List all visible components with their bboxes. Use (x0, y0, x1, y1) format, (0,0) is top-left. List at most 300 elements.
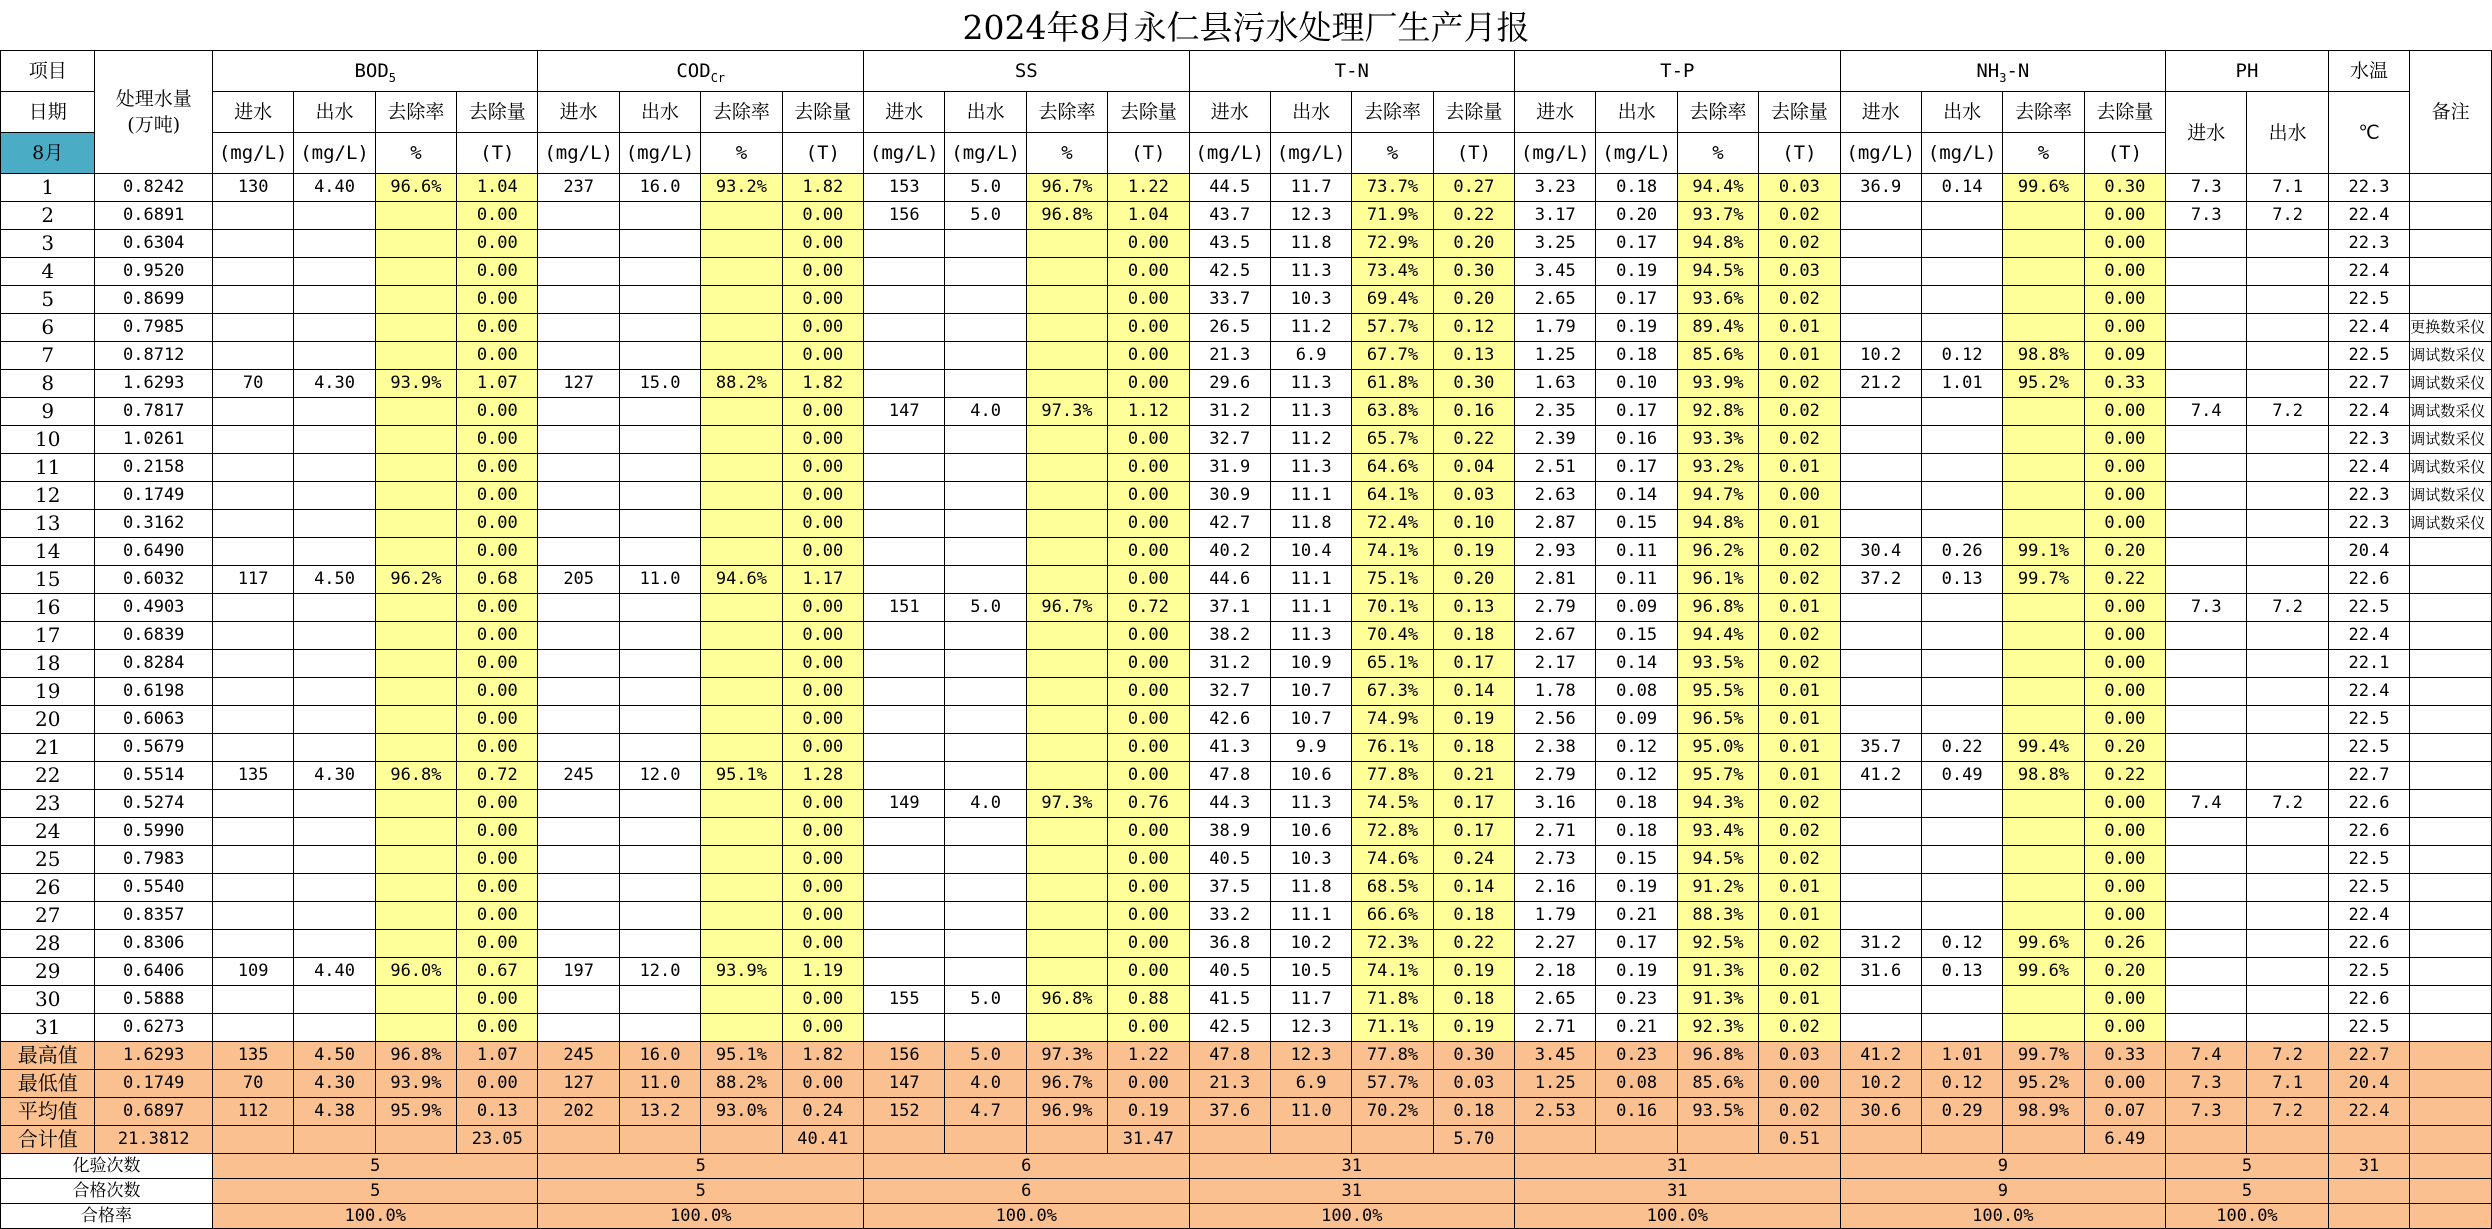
day-cell: 1 (1, 174, 95, 202)
value-cell: 0.22 (2084, 566, 2165, 594)
value-cell (2166, 846, 2247, 874)
stats-cell: 1.07 (457, 1042, 538, 1070)
value-cell: 0.2158 (95, 454, 213, 482)
header-row-columns (1, 92, 2492, 133)
header-col: 去除率 (1352, 92, 1433, 133)
value-cell: 0.17 (1433, 650, 1514, 678)
value-cell (538, 426, 619, 454)
value-cell (864, 846, 945, 874)
value-cell (945, 314, 1026, 342)
stats-cell (1596, 1126, 1677, 1154)
stats-label: 最高值 (1, 1042, 95, 1070)
value-cell: 94.5% (1677, 846, 1758, 874)
value-cell: 0.00 (2084, 818, 2165, 846)
value-cell (1026, 930, 1107, 958)
value-cell (2166, 538, 2247, 566)
value-cell: 153 (864, 174, 945, 202)
value-cell (619, 706, 700, 734)
value-cell: 0.7985 (95, 314, 213, 342)
value-cell: 0.00 (1108, 482, 1189, 510)
stats-cell (538, 1126, 619, 1154)
value-cell (619, 650, 700, 678)
remark-cell (2410, 1014, 2492, 1042)
value-cell: 11.3 (1270, 258, 1351, 286)
stats-cell: 96.8% (375, 1042, 456, 1070)
value-cell (864, 930, 945, 958)
totals-cell: 31 (1515, 1154, 1841, 1179)
table-row (1, 902, 2492, 930)
day-cell: 5 (1, 286, 95, 314)
value-cell: 70.1% (1352, 594, 1433, 622)
value-cell: 42.6 (1189, 706, 1270, 734)
table-row (1, 650, 2492, 678)
day-cell: 4 (1, 258, 95, 286)
value-cell (538, 650, 619, 678)
totals-label: 合格率 (1, 1204, 213, 1229)
value-cell: 0.00 (782, 398, 863, 426)
value-cell: 0.00 (782, 258, 863, 286)
totals-cell: 100.0% (2166, 1204, 2329, 1229)
value-cell: 96.8% (375, 762, 456, 790)
stats-cell: 95.1% (701, 1042, 782, 1070)
table-row (1, 622, 2492, 650)
value-cell: 22.4 (2328, 454, 2409, 482)
value-cell: 93.9% (701, 958, 782, 986)
value-cell: 11.0 (619, 566, 700, 594)
totals-cell: 5 (212, 1154, 538, 1179)
value-cell: 47.8 (1189, 762, 1270, 790)
value-cell (701, 426, 782, 454)
value-cell: 0.10 (1433, 510, 1514, 538)
stats-cell: 97.3% (1026, 1042, 1107, 1070)
value-cell: 0.5274 (95, 790, 213, 818)
header-col: 出水 (1921, 92, 2002, 133)
remark-cell: 调试数采仪 (2410, 510, 2492, 538)
value-cell: 0.00 (2084, 314, 2165, 342)
value-cell: 0.00 (457, 454, 538, 482)
value-cell: 4.0 (945, 790, 1026, 818)
header-group-1 (538, 51, 864, 92)
value-cell: 0.00 (1108, 314, 1189, 342)
stats-cell: 0.19 (1108, 1098, 1189, 1126)
value-cell (538, 846, 619, 874)
value-cell: 0.00 (782, 482, 863, 510)
value-cell (619, 846, 700, 874)
value-cell: 0.02 (1759, 370, 1840, 398)
value-cell: 10.6 (1270, 762, 1351, 790)
value-cell (375, 846, 456, 874)
value-cell: 1.25 (1515, 342, 1596, 370)
value-cell: 7.2 (2247, 594, 2328, 622)
stats-cell (619, 1126, 700, 1154)
day-cell: 19 (1, 678, 95, 706)
value-cell: 0.8699 (95, 286, 213, 314)
value-cell (701, 790, 782, 818)
value-cell (1921, 510, 2002, 538)
value-cell (2166, 762, 2247, 790)
value-cell (2166, 426, 2247, 454)
header-unit: (T) (1759, 133, 1840, 174)
value-cell (1840, 230, 1921, 258)
value-cell: 0.00 (782, 594, 863, 622)
value-cell: 0.6490 (95, 538, 213, 566)
value-cell: 0.13 (1921, 958, 2002, 986)
value-cell: 0.00 (457, 874, 538, 902)
stats-cell (2410, 1070, 2492, 1098)
value-cell: 0.00 (782, 342, 863, 370)
value-cell: 10.2 (1840, 342, 1921, 370)
value-cell: 1.04 (1108, 202, 1189, 230)
value-cell: 0.02 (1759, 1014, 1840, 1042)
totals-remark (2410, 1204, 2492, 1229)
value-cell: 0.00 (782, 314, 863, 342)
stats-cell: 4.7 (945, 1098, 1026, 1126)
value-cell: 11.3 (1270, 622, 1351, 650)
stats-label: 合计值 (1, 1126, 95, 1154)
value-cell: 22.4 (2328, 678, 2409, 706)
value-cell: 0.72 (457, 762, 538, 790)
value-cell: 29.6 (1189, 370, 1270, 398)
value-cell (2247, 342, 2328, 370)
value-cell (212, 594, 293, 622)
value-cell (945, 482, 1026, 510)
value-cell: 0.00 (1108, 286, 1189, 314)
stats-cell: 0.30 (1433, 1042, 1514, 1070)
value-cell (1840, 650, 1921, 678)
value-cell: 94.8% (1677, 510, 1758, 538)
day-cell: 22 (1, 762, 95, 790)
value-cell (701, 538, 782, 566)
stats-cell: 5.0 (945, 1042, 1026, 1070)
value-cell: 2.16 (1515, 874, 1596, 902)
value-cell: 11.1 (1270, 566, 1351, 594)
value-cell: 30.9 (1189, 482, 1270, 510)
value-cell (2247, 286, 2328, 314)
value-cell: 0.18 (1596, 790, 1677, 818)
value-cell: 97.3% (1026, 790, 1107, 818)
value-cell: 0.24 (1433, 846, 1514, 874)
value-cell: 91.3% (1677, 986, 1758, 1014)
value-cell: 0.02 (1759, 230, 1840, 258)
value-cell (2247, 510, 2328, 538)
value-cell: 5.0 (945, 594, 1026, 622)
stats-cell (2410, 1042, 2492, 1070)
value-cell (294, 510, 375, 538)
value-cell: 98.8% (2003, 342, 2084, 370)
value-cell: 0.4903 (95, 594, 213, 622)
value-cell: 40.5 (1189, 958, 1270, 986)
stats-cell: 98.9% (2003, 1098, 2084, 1126)
value-cell: 0.02 (1759, 538, 1840, 566)
value-cell: 2.56 (1515, 706, 1596, 734)
value-cell: 0.00 (782, 902, 863, 930)
value-cell (701, 1014, 782, 1042)
value-cell (864, 874, 945, 902)
value-cell: 40.5 (1189, 846, 1270, 874)
value-cell: 22.4 (2328, 622, 2409, 650)
header-unit: (mg/L) (212, 133, 293, 174)
value-cell: 94.6% (701, 566, 782, 594)
day-cell: 18 (1, 650, 95, 678)
value-cell (1026, 818, 1107, 846)
totals-cell: 5 (2166, 1154, 2329, 1179)
value-cell: 0.00 (1108, 454, 1189, 482)
value-cell (1840, 426, 1921, 454)
value-cell (945, 510, 1026, 538)
value-cell (701, 398, 782, 426)
value-cell: 0.5514 (95, 762, 213, 790)
table-row (1, 202, 2492, 230)
value-cell: 0.00 (1108, 370, 1189, 398)
stats-cell: 21.3 (1189, 1070, 1270, 1098)
value-cell (2166, 622, 2247, 650)
value-cell: 2.93 (1515, 538, 1596, 566)
remark-cell (2410, 734, 2492, 762)
value-cell: 245 (538, 762, 619, 790)
value-cell: 12.0 (619, 762, 700, 790)
value-cell: 2.67 (1515, 622, 1596, 650)
value-cell: 1.82 (782, 174, 863, 202)
value-cell: 0.18 (1596, 174, 1677, 202)
stats-cell: 12.3 (1270, 1042, 1351, 1070)
value-cell: 0.13 (1433, 594, 1514, 622)
day-cell: 10 (1, 426, 95, 454)
value-cell (294, 678, 375, 706)
value-cell (1840, 594, 1921, 622)
stats-cell: 127 (538, 1070, 619, 1098)
value-cell (701, 230, 782, 258)
value-cell: 94.4% (1677, 174, 1758, 202)
value-cell (375, 986, 456, 1014)
value-cell: 95.5% (1677, 678, 1758, 706)
value-cell: 22.5 (2328, 286, 2409, 314)
value-cell (701, 286, 782, 314)
value-cell: 0.21 (1433, 762, 1514, 790)
day-cell: 8 (1, 370, 95, 398)
value-cell (294, 650, 375, 678)
header-ph: PH (2166, 51, 2329, 92)
stats-cell: 96.8% (1677, 1042, 1758, 1070)
value-cell: 11.8 (1270, 874, 1351, 902)
stats-cell: 93.5% (1677, 1098, 1758, 1126)
value-cell: 0.02 (1759, 958, 1840, 986)
value-cell: 75.1% (1352, 566, 1433, 594)
value-cell (1026, 706, 1107, 734)
value-cell: 96.8% (1677, 594, 1758, 622)
value-cell (2166, 370, 2247, 398)
value-cell (701, 342, 782, 370)
value-cell: 127 (538, 370, 619, 398)
value-cell: 0.00 (2084, 622, 2165, 650)
value-cell: 37.5 (1189, 874, 1270, 902)
header-col: 出水 (619, 92, 700, 133)
stats-cell (945, 1126, 1026, 1154)
value-cell: 0.13 (1433, 342, 1514, 370)
value-cell: 0.00 (1108, 538, 1189, 566)
value-cell: 0.00 (2084, 650, 2165, 678)
value-cell: 0.6063 (95, 706, 213, 734)
value-cell: 0.20 (1433, 286, 1514, 314)
value-cell (2166, 230, 2247, 258)
value-cell (864, 678, 945, 706)
value-cell: 7.1 (2247, 174, 2328, 202)
header-flow (95, 51, 213, 174)
value-cell: 0.00 (457, 510, 538, 538)
value-cell: 0.72 (1108, 594, 1189, 622)
value-cell (375, 930, 456, 958)
header-unit: (mg/L) (1596, 133, 1677, 174)
value-cell: 0.00 (2084, 426, 2165, 454)
value-cell: 2.27 (1515, 930, 1596, 958)
header-col: 进水 (538, 92, 619, 133)
value-cell (294, 986, 375, 1014)
value-cell (212, 510, 293, 538)
value-cell (1921, 790, 2002, 818)
value-cell: 99.4% (2003, 734, 2084, 762)
header-unit: (T) (1108, 133, 1189, 174)
value-cell: 0.09 (1596, 706, 1677, 734)
value-cell: 93.2% (701, 174, 782, 202)
value-cell (1026, 286, 1107, 314)
value-cell: 7.4 (2166, 398, 2247, 426)
value-cell: 0.00 (457, 650, 538, 678)
value-cell: 10.2 (1270, 930, 1351, 958)
value-cell: 0.00 (457, 202, 538, 230)
value-cell: 42.5 (1189, 1014, 1270, 1042)
value-cell: 0.00 (782, 930, 863, 958)
value-cell: 0.00 (1108, 230, 1189, 258)
value-cell (945, 342, 1026, 370)
value-cell: 40.2 (1189, 538, 1270, 566)
header-temp-unit: ℃ (2328, 92, 2409, 174)
stats-cell (1677, 1126, 1758, 1154)
value-cell (2247, 566, 2328, 594)
remark-cell (2410, 706, 2492, 734)
value-cell (2247, 482, 2328, 510)
value-cell (212, 734, 293, 762)
value-cell (945, 1014, 1026, 1042)
stats-row (1, 1098, 2492, 1126)
table-row (1, 174, 2492, 202)
value-cell: 94.4% (1677, 622, 1758, 650)
stats-cell: 10.2 (1840, 1070, 1921, 1098)
stats-cell: 0.18 (1433, 1098, 1514, 1126)
stats-cell: 0.24 (782, 1098, 863, 1126)
value-cell: 0.01 (1759, 678, 1840, 706)
value-cell (375, 342, 456, 370)
totals-cell: 9 (1840, 1154, 2166, 1179)
value-cell: 0.02 (1759, 930, 1840, 958)
remark-cell: 调试数采仪 (2410, 482, 2492, 510)
value-cell: 197 (538, 958, 619, 986)
value-cell: 0.00 (457, 286, 538, 314)
value-cell: 85.6% (1677, 342, 1758, 370)
value-cell (212, 258, 293, 286)
value-cell (864, 762, 945, 790)
value-cell (2247, 818, 2328, 846)
value-cell (538, 678, 619, 706)
value-cell: 237 (538, 174, 619, 202)
value-cell (212, 398, 293, 426)
table-row (1, 286, 2492, 314)
value-cell: 0.33 (2084, 370, 2165, 398)
stats-cell (1921, 1126, 2002, 1154)
value-cell: 74.1% (1352, 958, 1433, 986)
stats-cell (375, 1126, 456, 1154)
value-cell (619, 342, 700, 370)
value-cell (538, 818, 619, 846)
value-cell: 35.7 (1840, 734, 1921, 762)
value-cell: 0.19 (1433, 538, 1514, 566)
value-cell: 7.3 (2166, 174, 2247, 202)
value-cell: 0.5990 (95, 818, 213, 846)
value-cell (375, 230, 456, 258)
value-cell (864, 230, 945, 258)
value-cell (294, 622, 375, 650)
value-cell (2003, 650, 2084, 678)
value-cell (864, 734, 945, 762)
value-cell: 67.7% (1352, 342, 1433, 370)
value-cell: 0.00 (782, 790, 863, 818)
group-subscript: 3 (1999, 70, 2007, 85)
value-cell: 3.23 (1515, 174, 1596, 202)
value-cell: 0.00 (457, 342, 538, 370)
header-unit: (mg/L) (1921, 133, 2002, 174)
day-cell: 12 (1, 482, 95, 510)
group-suffix: -N (2006, 60, 2030, 82)
value-cell (2003, 622, 2084, 650)
stats-cell: 7.3 (2166, 1070, 2247, 1098)
value-cell (1026, 902, 1107, 930)
value-cell (2003, 286, 2084, 314)
value-cell (945, 734, 1026, 762)
value-cell: 3.17 (1515, 202, 1596, 230)
table-row (1, 510, 2492, 538)
value-cell: 43.5 (1189, 230, 1270, 258)
value-cell: 7.3 (2166, 202, 2247, 230)
header-unit: (T) (1433, 133, 1514, 174)
value-cell: 0.01 (1759, 734, 1840, 762)
value-cell (1921, 678, 2002, 706)
value-cell (2003, 1014, 2084, 1042)
value-cell (1840, 874, 1921, 902)
value-cell: 0.00 (1108, 902, 1189, 930)
group-name: T-P (1660, 60, 1695, 82)
header-col: 出水 (945, 92, 1026, 133)
table-row (1, 566, 2492, 594)
header-temp: 水温 (2328, 51, 2409, 92)
value-cell: 7.2 (2247, 398, 2328, 426)
value-cell: 0.16 (1433, 398, 1514, 426)
group-name: NH (1976, 60, 2000, 82)
value-cell (945, 958, 1026, 986)
value-cell (538, 398, 619, 426)
value-cell: 0.00 (457, 790, 538, 818)
value-cell (212, 426, 293, 454)
value-cell: 0.6032 (95, 566, 213, 594)
value-cell (538, 538, 619, 566)
value-cell (701, 594, 782, 622)
value-cell (2003, 230, 2084, 258)
value-cell: 65.1% (1352, 650, 1433, 678)
value-cell (701, 454, 782, 482)
header-group-2 (864, 51, 1190, 92)
value-cell: 0.22 (2084, 762, 2165, 790)
value-cell (619, 314, 700, 342)
value-cell (1026, 342, 1107, 370)
value-cell: 30.4 (1840, 538, 1921, 566)
value-cell: 97.3% (1026, 398, 1107, 426)
